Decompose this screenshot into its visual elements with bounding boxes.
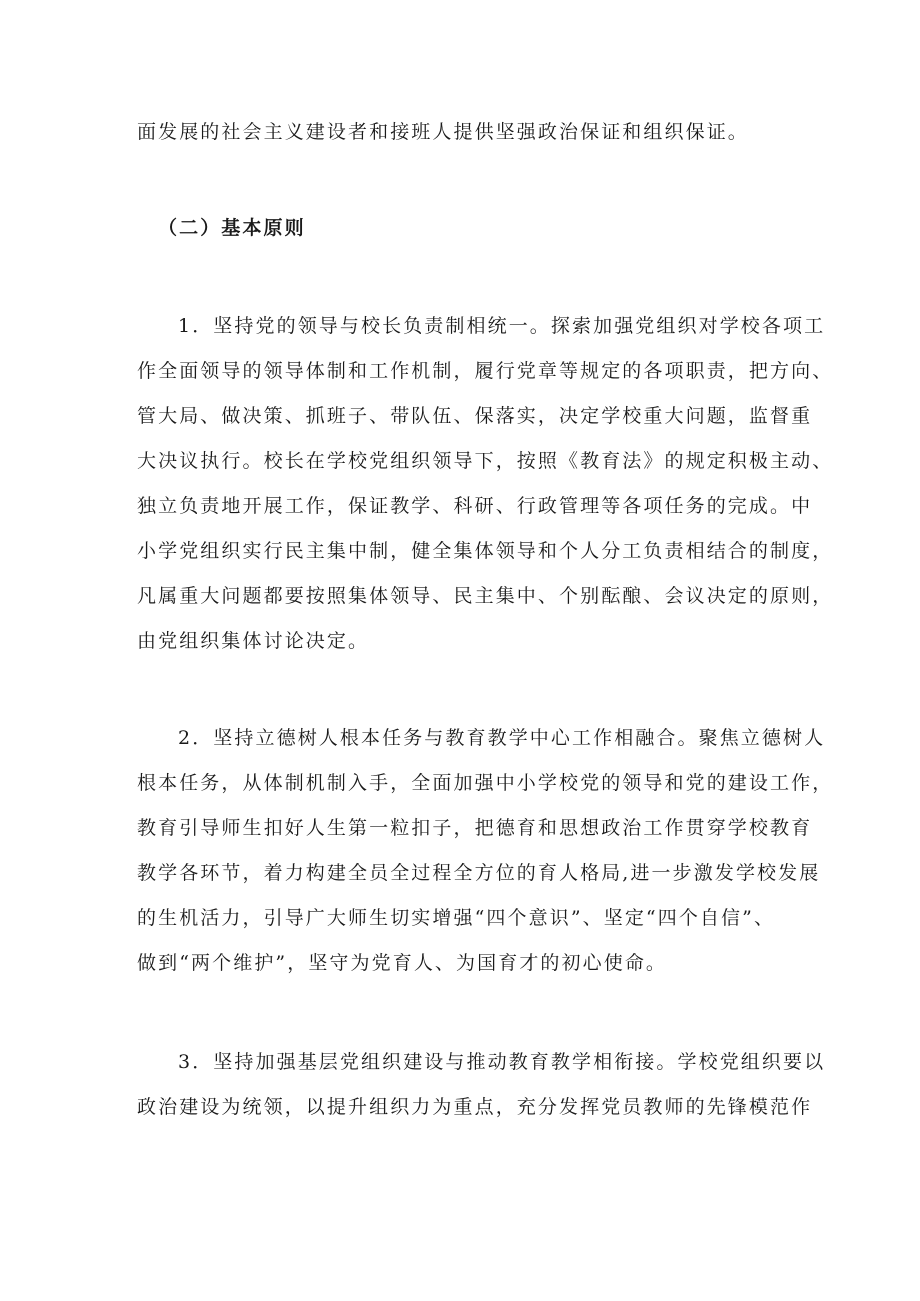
paragraph-line: 2．坚持立德树人根本任务与教育教学中心工作相融合。聚焦立德树人 bbox=[178, 727, 826, 749]
continuation-text: 面发展的社会主义建设者和接班人提供坚强政治保证和组织保证。 bbox=[137, 121, 749, 143]
paragraph-line: 教学各环节，着力构建全员全过程全方位的育人格局,进一步激发学校发展 bbox=[137, 862, 821, 884]
section-heading: （二）基本原则 bbox=[158, 217, 306, 239]
paragraph-line: 由党组织集体讨论决定。 bbox=[137, 630, 370, 652]
paragraph-line: 根本任务，从体制机制入手，全面加强中小学校党的领导和党的建设工作， bbox=[137, 772, 834, 794]
paragraph-line: 3．坚持加强基层党组织建设与推动教育教学相衔接。学校党组织要以 bbox=[178, 1051, 826, 1073]
paragraph-line: 1．坚持党的领导与校长负责制相统一。探索加强党组织对学校各项工 bbox=[178, 315, 826, 337]
paragraph-line: 做到“两个维护”，坚守为党育人、为国育才的初心使命。 bbox=[137, 952, 668, 974]
paragraph-line: 政治建设为统领，以提升组织力为重点，充分发挥党员教师的先锋模范作 bbox=[137, 1096, 813, 1118]
paragraph-line: 独立负责地开展工作，保证教学、科研、行政管理等各项任务的完成。中 bbox=[137, 495, 813, 517]
paragraph-line: 管大局、做决策、抓班子、带队伍、保落实，决定学校重大问题，监督重 bbox=[137, 405, 813, 427]
paragraph-line: 小学党组织实行民主集中制，健全集体领导和个人分工负责相结合的制度， bbox=[137, 540, 834, 562]
paragraph-line: 教育引导师生扣好人生第一粒扣子，把德育和思想政治工作贯穿学校教育 bbox=[137, 817, 813, 839]
paragraph-line: 的生机活力，引导广大师生切实增强“四个意识”、坚定“四个自信”、 bbox=[137, 907, 776, 929]
paragraph-line: 凡属重大问题都要按照集体领导、民主集中、个别酝酿、会议决定的原则， bbox=[137, 585, 834, 607]
paragraph-line: 作全面领导的领导体制和工作机制，履行党章等规定的各项职责，把方向、 bbox=[137, 360, 834, 382]
paragraph-line: 大决议执行。校长在学校党组织领导下，按照《教育法》的规定积极主动、 bbox=[137, 450, 834, 472]
